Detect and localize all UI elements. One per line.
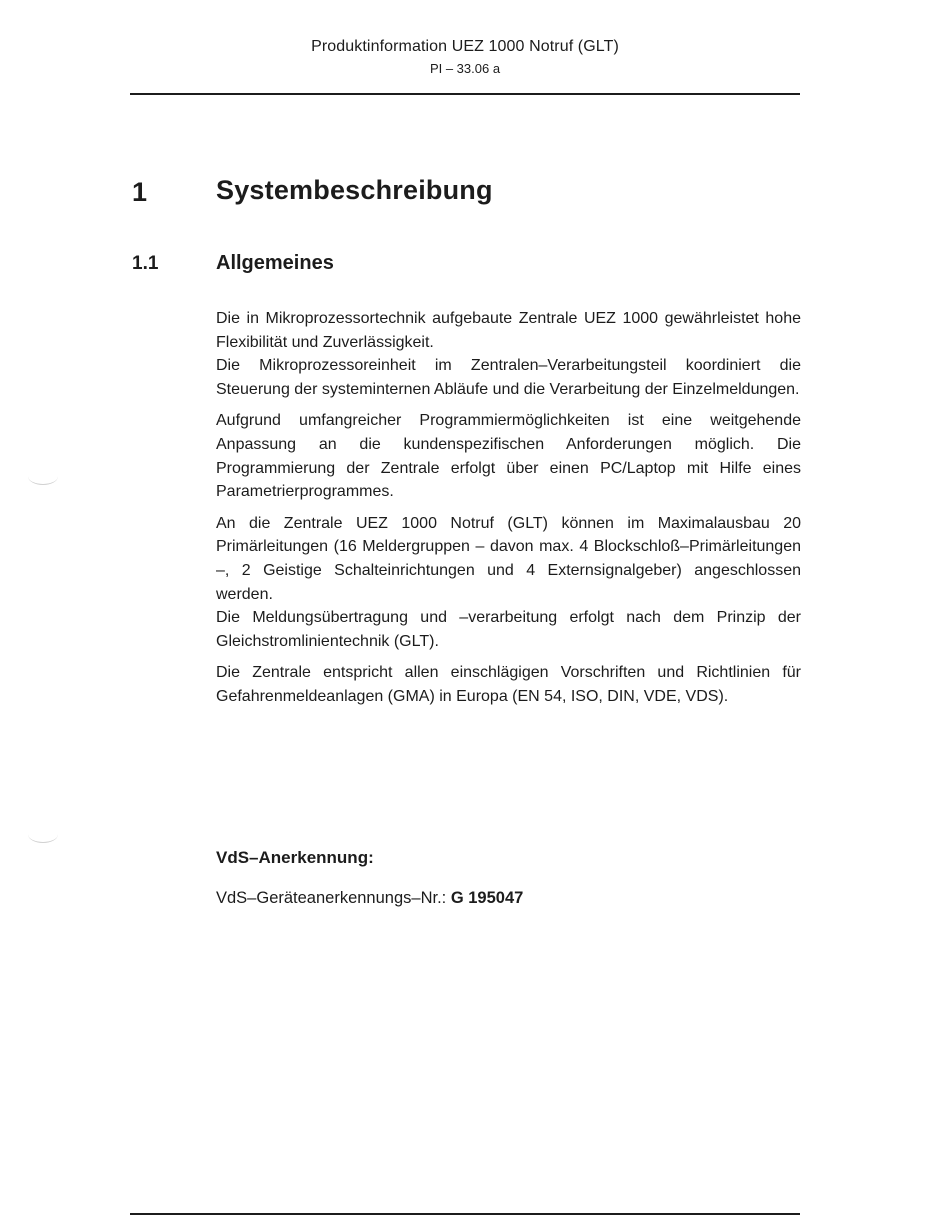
- vds-approval-line: [216, 887, 523, 909]
- paragraph: Die in Mikroprozessortechnik aufgebaute Zentrale UEZ 1000 gewährleistet hohe Flexibilität und Zuverlässigkeit.: [216, 310, 801, 351]
- punch-hole-mark: [28, 468, 58, 485]
- header-document-number: PI – 33.06 a: [429, 61, 501, 76]
- paragraph: Die Zentrale entspricht allen einschlägigen Vorschriften und Richtlinien für Gefahrenmeldeanlagen (GMA) in Europa (EN 54, ISO, DIN, VDE, VDS).: [216, 664, 801, 705]
- header-title: Produktinformation UEZ 1000 Notruf (GLT): [311, 38, 619, 55]
- punch-hole-mark: [28, 826, 58, 843]
- paragraph: Die Mikroprozessoreinheit im Zentralen–Verarbeitungsteil koordiniert die Steuerung der systeminternen Abläufe und die Verarbeitung der Einzelmeldungen.: [216, 357, 801, 398]
- paragraph: Die Meldungsübertragung und –verarbeitung erfolgt nach dem Prinzip der Gleichstromlinientechnik (GLT).: [216, 609, 801, 650]
- header-rule: [130, 93, 800, 95]
- vds-heading: VdS–Anerkennung:: [216, 848, 374, 867]
- section-number: 1: [132, 177, 148, 207]
- paragraph: An die Zentrale UEZ 1000 Notruf (GLT) können im Maximalausbau 20 Primärleitungen (16 Meldergruppen – davon max. 4 Blockschloß–Primärleitungen –, 2 Geistige Schalteinrichtungen und 4 Externsignalgeber) angeschlossen werden.: [216, 514, 801, 603]
- vds-approval-number: G 195047: [450, 889, 524, 907]
- subsection-title: Allgemeines: [216, 252, 334, 274]
- body-text: [216, 307, 801, 709]
- section-title: Systembeschreibung: [216, 175, 493, 205]
- vds-approval-label: VdS–Geräteanerkennungs–Nr.:: [216, 889, 451, 907]
- subsection-number: 1.1: [132, 253, 159, 274]
- footer-rule: [130, 1213, 800, 1215]
- paragraph: Aufgrund umfangreicher Programmiermöglichkeiten ist eine weitgehende Anpassung an die kundenspezifischen Anforderungen möglich. Die Programmierung der Zentrale erfolgt über einen PC/Laptop mit Hilfe eines Parametrierprogrammes.: [216, 412, 801, 501]
- page-header: [130, 37, 800, 77]
